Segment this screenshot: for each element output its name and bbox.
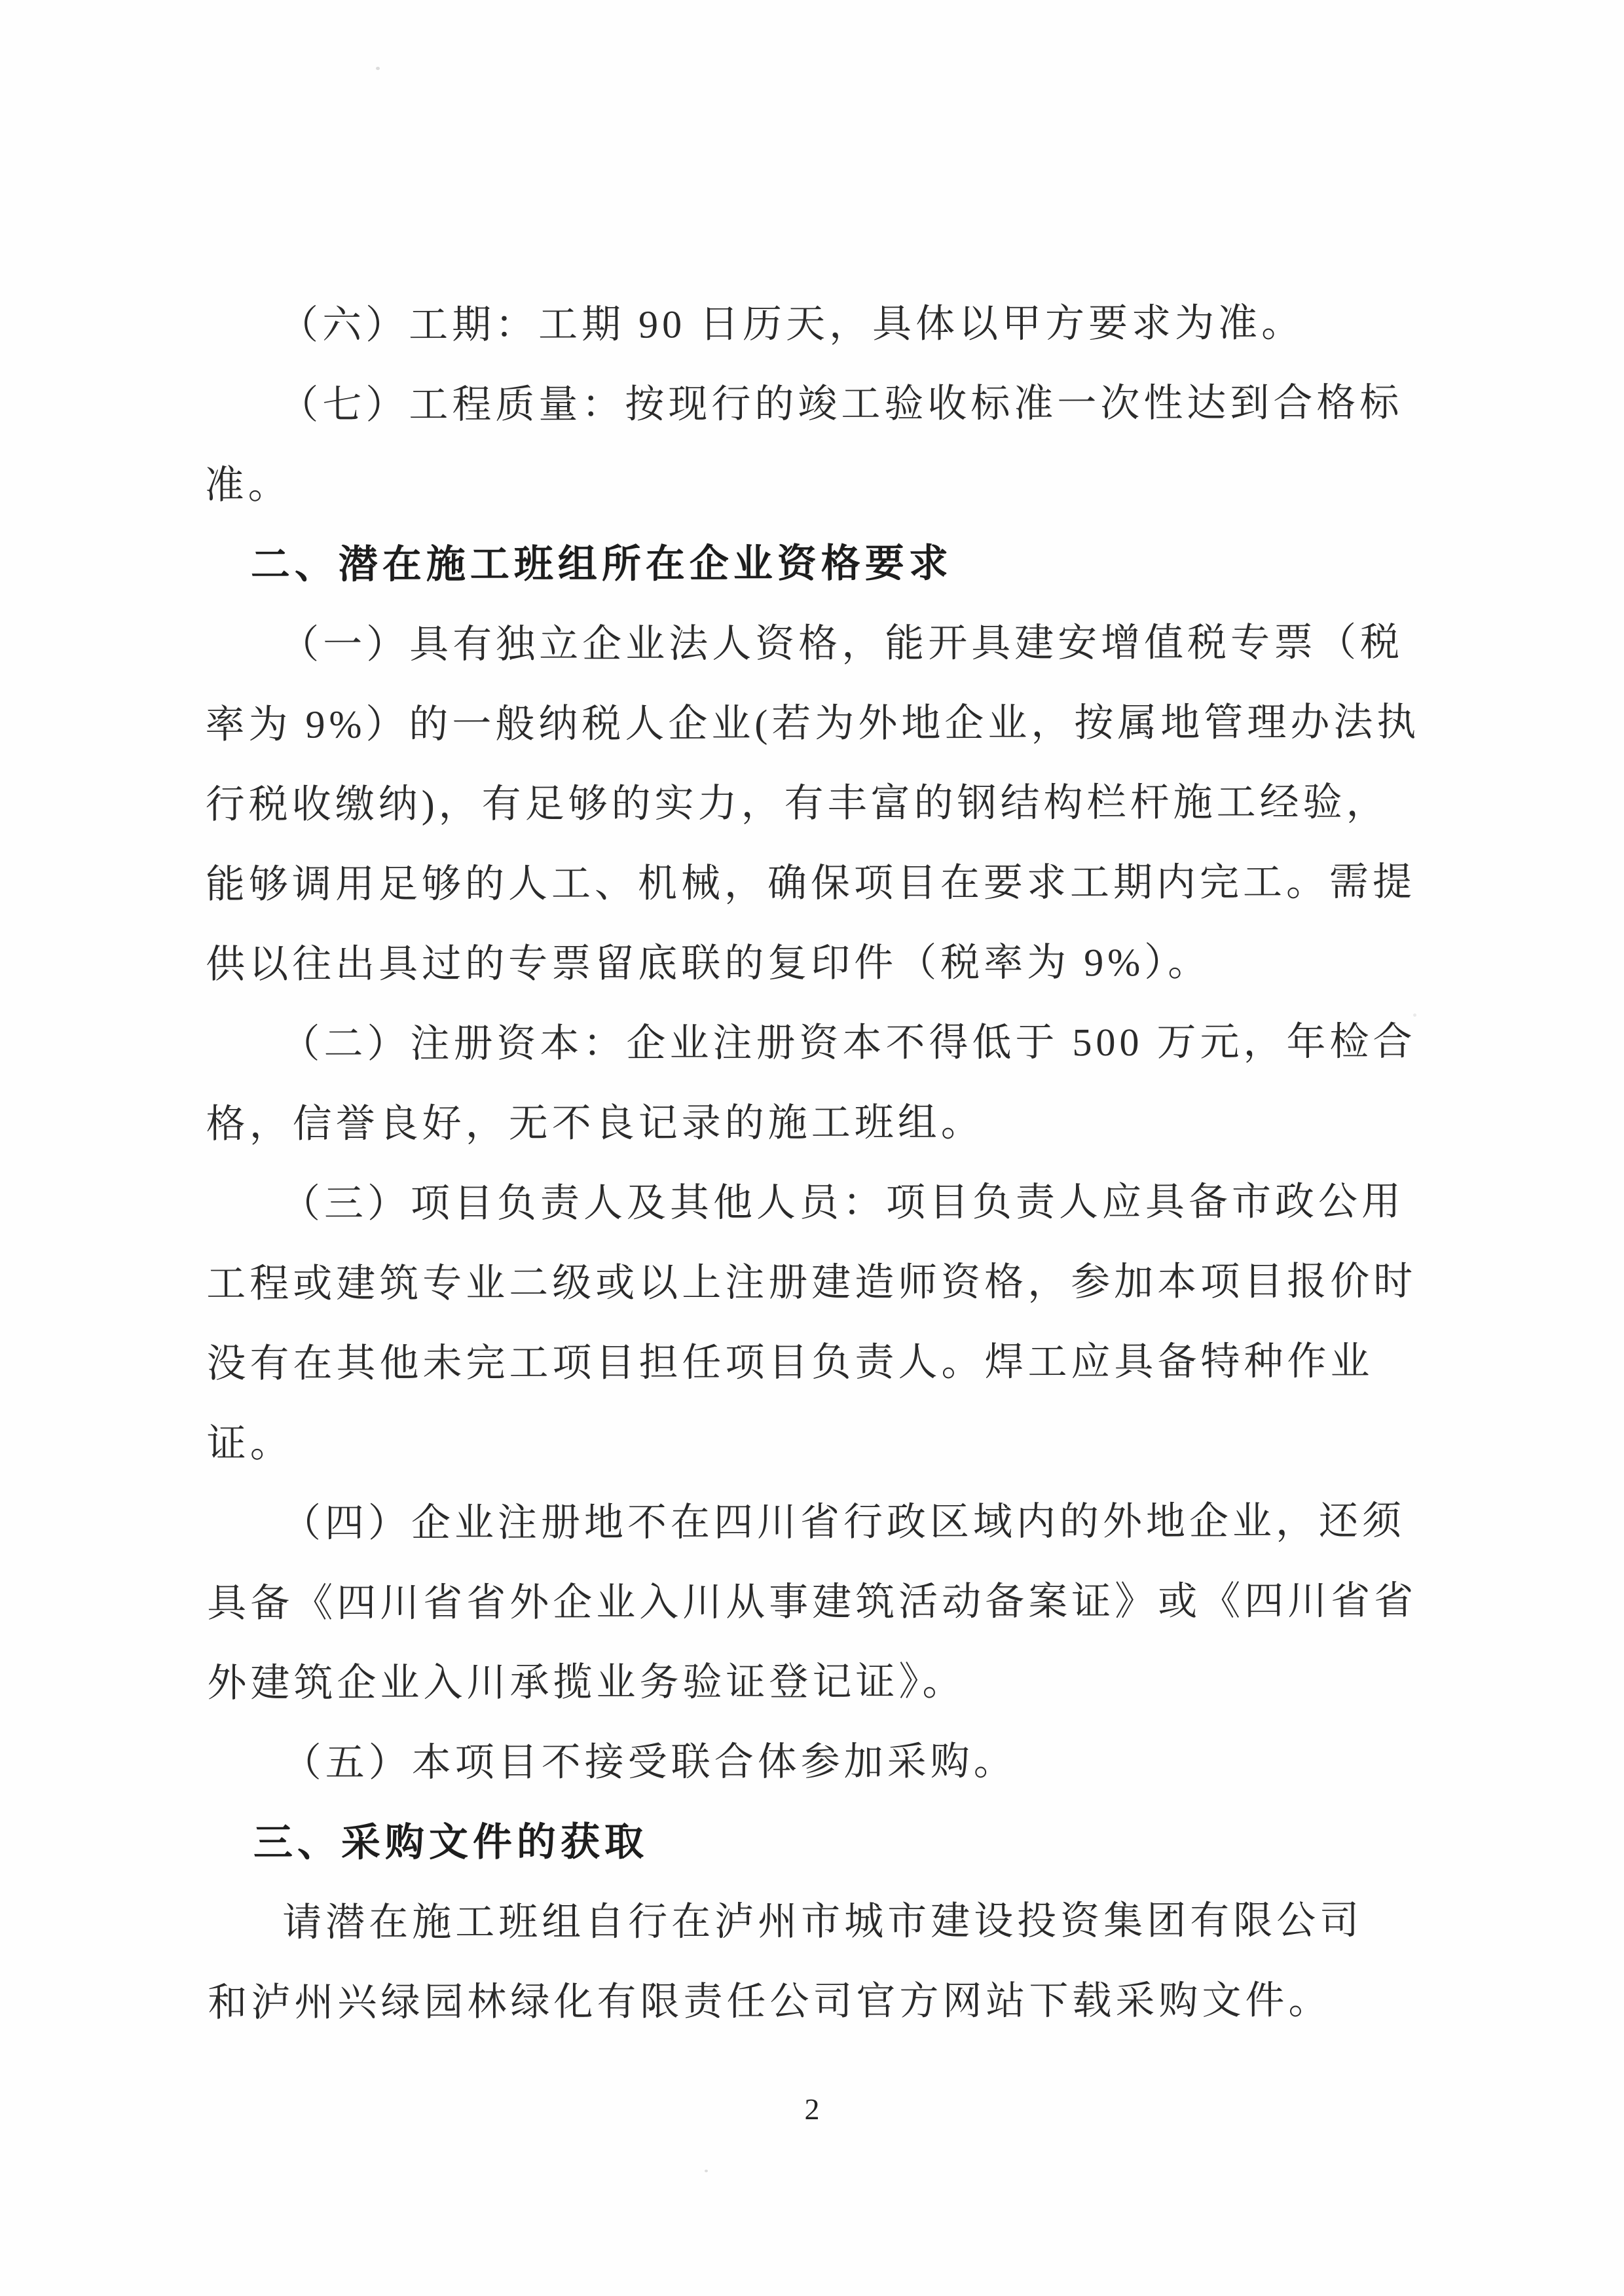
line-item-2-3a: （三）项目负责人及其他人员：项目负责人应具备市政公用 <box>280 1180 1405 1226</box>
heading-section-3: 三、采购文件的获取 <box>253 1819 649 1865</box>
line-section-3-body-a: 请潜在施工班组自行在泸州市城市建设投资集团有限公司 <box>282 1899 1363 1944</box>
line-item-2-1a: （一）具有独立企业法人资格，能开具建安增值税专票（税 <box>280 621 1404 666</box>
line-item-2-1d: 能够调用足够的人工、机械，确保项目在要求工期内完工。需提 <box>205 860 1416 906</box>
page-footer <box>0 2090 1624 2129</box>
line-item-2-2a: （二）注册资本：企业注册资本不得低于 500 万元，年检合 <box>280 1020 1416 1066</box>
line-item-2-1c: 行税收缴纳)，有足够的实力，有丰富的钢结构栏杆施工经验， <box>205 780 1390 826</box>
scan-speck <box>705 2170 708 2172</box>
heading-section-2: 二、潜在施工班组所在企业资格要求 <box>250 541 953 587</box>
line-item-2-4c: 外建筑企业入川承揽业务验证登记证》。 <box>207 1660 966 1705</box>
page-number: 2 <box>804 2092 820 2126</box>
document-body <box>204 283 1428 2043</box>
line-item-6: （六）工期：工期 90 日历天，具体以甲方要求为准。 <box>279 301 1305 347</box>
line-item-2-3b: 工程或建筑专业二级或以上注册建造师资格，参加本项目报价时 <box>206 1260 1417 1305</box>
line-item-7b: 准。 <box>204 463 291 507</box>
scan-speck <box>376 67 380 70</box>
line-item-2-3d: 证。 <box>206 1421 293 1465</box>
line-item-2-3c: 没有在其他未完工项目担任项目负责人。焊工应具备特种作业 <box>206 1339 1374 1385</box>
line-item-2-5: （五）本项目不接受联合体参加采购。 <box>282 1740 1017 1785</box>
line-item-2-4b: 具备《四川省省外企业入川从事建筑活动备案证》或《四川省省 <box>207 1579 1418 1625</box>
line-item-2-1b: 率为 9%）的一般纳税人企业(若为外地企业，按属地管理办法执 <box>205 701 1420 746</box>
line-item-2-4a: （四）企业注册地不在四川省行政区域内的外地企业，还须 <box>281 1499 1406 1545</box>
line-item-2-1e: 供以往出具过的专票留底联的复印件（税率为 9%）。 <box>206 940 1211 986</box>
line-item-7a: （七）工程质量：按现行的竣工验收标准一次性达到合格标 <box>279 381 1403 427</box>
line-section-3-body-b: 和泸州兴绿园林绿化有限责任公司官方网站下载采购文件。 <box>208 1978 1332 2024</box>
line-item-2-2b: 格，信誉良好，无不良记录的施工班组。 <box>206 1101 984 1146</box>
